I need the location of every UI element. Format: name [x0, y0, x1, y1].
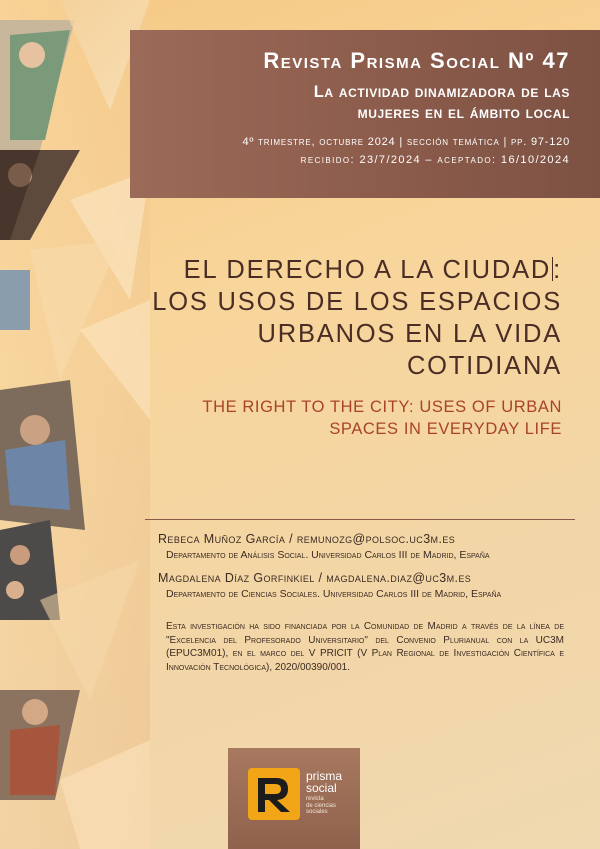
title-es-line2: LOS USOS DE LOS ESPACIOS	[152, 288, 562, 316]
logo-name-line1: prisma	[306, 769, 343, 783]
issue-title	[150, 82, 570, 124]
divider	[145, 519, 575, 520]
logo-name-line2: social	[306, 781, 337, 795]
title-es-colon: :	[553, 256, 562, 284]
issue-title-line2: mujeres en el ámbito local	[357, 104, 570, 122]
logo-text	[306, 770, 342, 816]
title-en-line1: THE RIGHT TO THE CITY: USES OF URBAN	[202, 398, 562, 416]
issue-title-line1: La actividad dinamizadora de las	[313, 83, 570, 101]
title-es-line3: URBANOS EN LA VIDA	[257, 320, 562, 348]
journal-header	[130, 30, 600, 198]
journal-title: Revista Prisma Social Nº 47	[263, 48, 570, 73]
logo-sub-line3: sociales	[306, 809, 328, 815]
author-1-affiliation: Departamento de Análisis Social. Universidad Carlos III de Madrid, España	[166, 549, 490, 561]
publisher-logo	[228, 748, 360, 849]
article-title-spanish	[122, 254, 562, 382]
article-title-english	[142, 396, 562, 440]
title-en-line2: SPACES IN EVERYDAY LIFE	[329, 420, 562, 438]
logo-sub-line2: de ciencias	[306, 802, 337, 809]
author-1: Rebeca Muñoz García / remunozg@polsoc.uc3m.es	[158, 532, 456, 546]
title-es-line4: COTIDIANA	[406, 352, 562, 380]
author-2-affiliation: Departamento de Ciencias Sociales. Universidad Carlos III de Madrid, España	[166, 588, 502, 600]
author-2: Magdalena Díaz Gorfinkiel / magdalena.diaz@uc3m.es	[158, 571, 472, 585]
issue-meta: 4º trimestre, octubre 2024 | sección temática | pp. 97-120	[242, 136, 570, 148]
logo-sub-line1: revista	[306, 796, 324, 802]
authors-block	[158, 532, 578, 600]
received-accepted-dates: recibido: 23/7/2024 – aceptado: 16/10/2024	[300, 154, 570, 166]
funding-note: Esta investigación ha sido financiada por la Comunidad de Madrid a través de la línea de "Excelencia del Profesorado Universitario" del Convenio Plurianual con la UC3M (EPUC3M01), en el marco del V PRICIT (V Plan Regional de Investigación Científica e Innovación Tecnológica), 2020/00390/001.	[166, 621, 564, 673]
photo-collage-graphic	[0, 0, 150, 849]
title-es-line1: EL DERECHO A LA CIUDAD	[183, 256, 552, 284]
photo-collage	[0, 0, 150, 849]
prisma-logo-icon	[248, 768, 300, 820]
